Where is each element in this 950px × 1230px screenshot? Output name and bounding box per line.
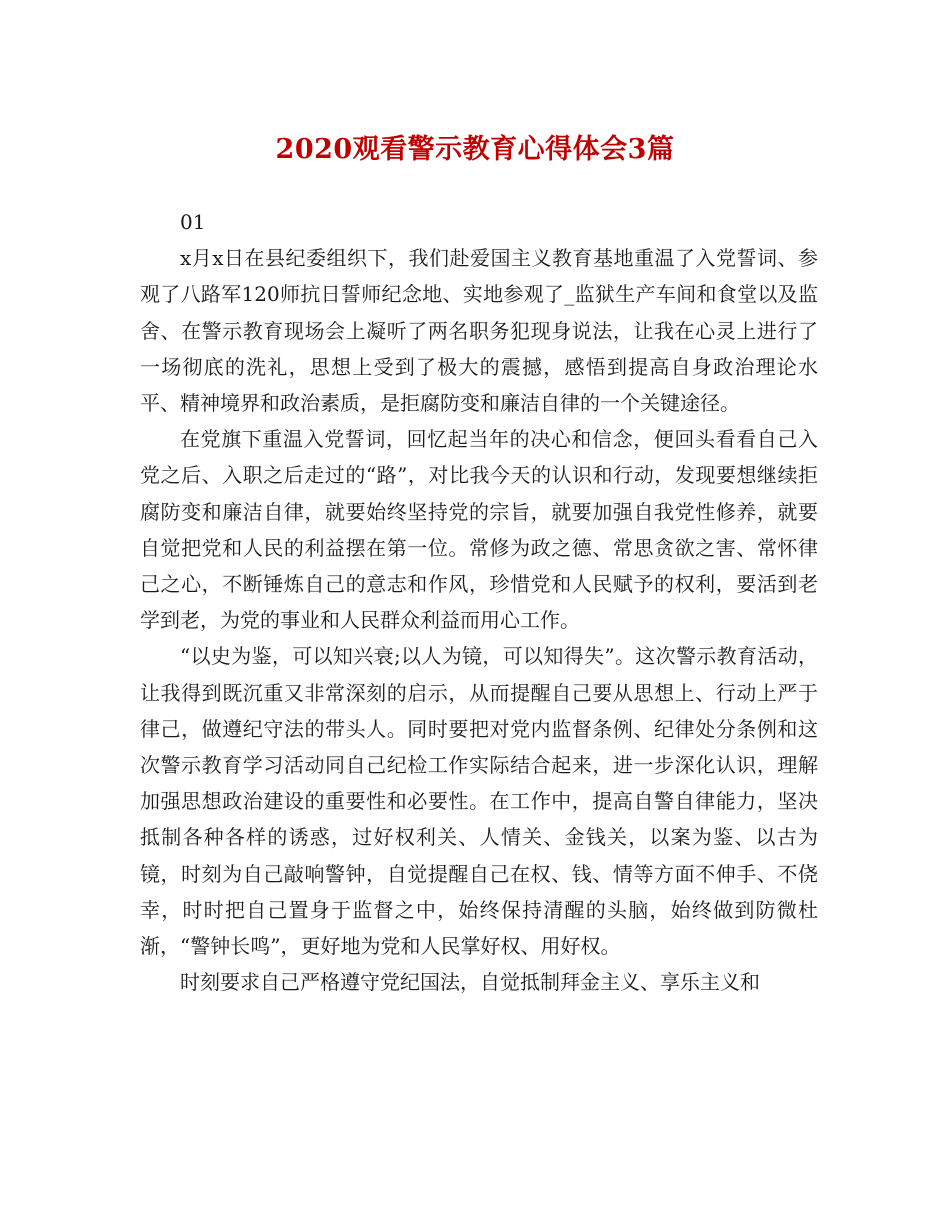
paragraph-3: “以史为鉴，可以知兴衰;以人为镜，可以知得失”。这次警示教育活动，让我得到既沉重又非常深刻的启示，从而提醒自己要从思想上、行动上严于律己，做遵纪守法的带头人。同时要把对党内监督条例、纪律处分条例和这次警示教育学习活动同自己纪检工作实际结合起来，进一步深化认识，理解加强思想政治建设的重要性和必要性。在工作中，提高自警自律能力，坚决抵制各种各样的诱惑，过好权利关、人情关、金钱关，以案为鉴、以古为镜，时刻为自己敲响警钟，自觉提醒自己在权、钱、情等方面不伸手、不侥幸，时时把自己置身于监督之中，始终保持清醒的头脑，始终做到防微杜渐，“警钟长鸣”，更好地为党和人民掌好权、用好权。 <box>140 644 818 959</box>
paragraph-1: x月x日在县纪委组织下，我们赴爱国主义教育基地重温了入党誓词、参观了八路军120师抗日誓师纪念地、实地参观了_监狱生产车间和食堂以及监舍、在警示教育现场会上凝听了两名职务犯现身说法，让我在心灵上进行了一场彻底的洗礼，思想上受到了极大的震撼，感悟到提高自身政治理论水平、精神境界和政治素质，是拒腐防变和廉洁自律的一个关键途径。 <box>140 246 818 416</box>
paragraph-4: 时刻要求自己严格遵守党纪国法，自觉抵制拜金主义、享乐主义和 <box>180 970 760 995</box>
document-title: 2020观看警示教育心得体会3篇 <box>275 134 675 165</box>
section-number: 01 <box>180 210 206 234</box>
document-body <box>140 204 818 1000</box>
paragraph-2: 在党旗下重温入党誓词，回忆起当年的决心和信念，便回头看看自己入党之后、入职之后走过的“路”，对比我今天的认识和行动，发现要想继续拒腐防变和廉洁自律，就要始终坚持党的宗旨，就要加强自我党性修养，就要自觉把党和人民的利益摆在第一位。常修为政之德、常思贪欲之害、常怀律己之心，不断锤炼自己的意志和作风，珍惜党和人民赋予的权利，要活到老学到老，为党的事业和人民群众利益而用心工作。 <box>140 427 818 633</box>
